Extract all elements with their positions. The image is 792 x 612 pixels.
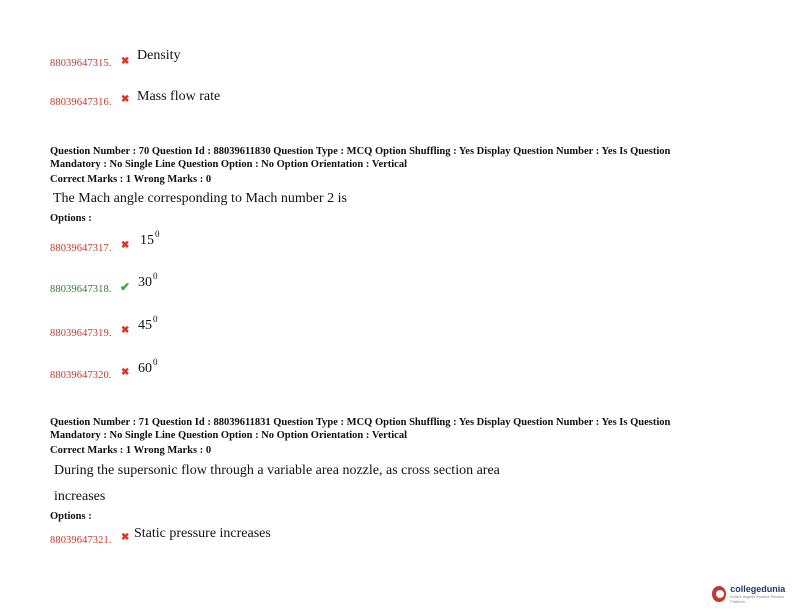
option-id: 88039647317. (50, 243, 112, 254)
collegedunia-logo (712, 584, 792, 604)
meta-line-2: Mandatory : No Single Line Question Option : No Option Orientation : Vertical (50, 159, 408, 170)
options-label: Options : (50, 511, 92, 522)
question-text-line-2: increases (54, 489, 106, 504)
logo-mark-icon (712, 586, 726, 602)
option-text: Static pressure increases (134, 526, 271, 541)
superscript: 0 (153, 314, 158, 324)
cross-icon: ✖ (121, 94, 130, 105)
option-id: 88039647320. (50, 370, 112, 381)
question-text: During the supersonic flow through a variable area nozzle, as cross section area (54, 463, 500, 478)
option-id: 88039647316. (50, 97, 112, 108)
option-id: 88039647315. (50, 58, 112, 69)
superscript: 0 (153, 271, 158, 281)
option-text: $45^0$ (138, 314, 158, 333)
options-label: Options : (50, 213, 92, 224)
question-meta (50, 145, 740, 171)
option-text: Density (137, 48, 181, 63)
question-meta (50, 416, 740, 442)
logo-name: collegedunia (730, 584, 786, 594)
option-text: $15^0$ (140, 229, 160, 248)
cross-icon: ✖ (121, 532, 130, 543)
question-marks: Correct Marks : 1 Wrong Marks : 0 (50, 445, 212, 456)
cross-icon: ✖ (121, 240, 130, 251)
logo-tagline: India's largest Student Review Platform (730, 594, 784, 604)
meta-line-1: Question Number : 70 Question Id : 88039611830 Question Type : MCQ Option Shuffling : Yes Display Question Number : Yes Is Question (50, 146, 671, 157)
option-text: Mass flow rate (137, 89, 221, 104)
meta-line-1: Question Number : 71 Question Id : 88039611831 Question Type : MCQ Option Shuffling : Yes Display Question Number : Yes Is Question (50, 417, 671, 428)
superscript: 0 (155, 229, 160, 239)
option-text: $30^0$ (138, 271, 158, 290)
option-id: 88039647319. (50, 328, 112, 339)
check-icon: ✔ (120, 280, 131, 294)
superscript: 0 (153, 357, 158, 367)
cross-icon: ✖ (121, 325, 130, 336)
cross-icon: ✖ (121, 56, 130, 67)
option-id: 88039647318. (50, 284, 112, 295)
meta-line-2: Mandatory : No Single Line Question Option : No Option Orientation : Vertical (50, 430, 408, 441)
option-text: $60^0$ (138, 357, 158, 376)
question-text: The Mach angle corresponding to Mach number 2 is (53, 191, 347, 206)
cross-icon: ✖ (121, 367, 130, 378)
option-id: 88039647321. (50, 535, 112, 546)
question-marks: Correct Marks : 1 Wrong Marks : 0 (50, 174, 212, 185)
